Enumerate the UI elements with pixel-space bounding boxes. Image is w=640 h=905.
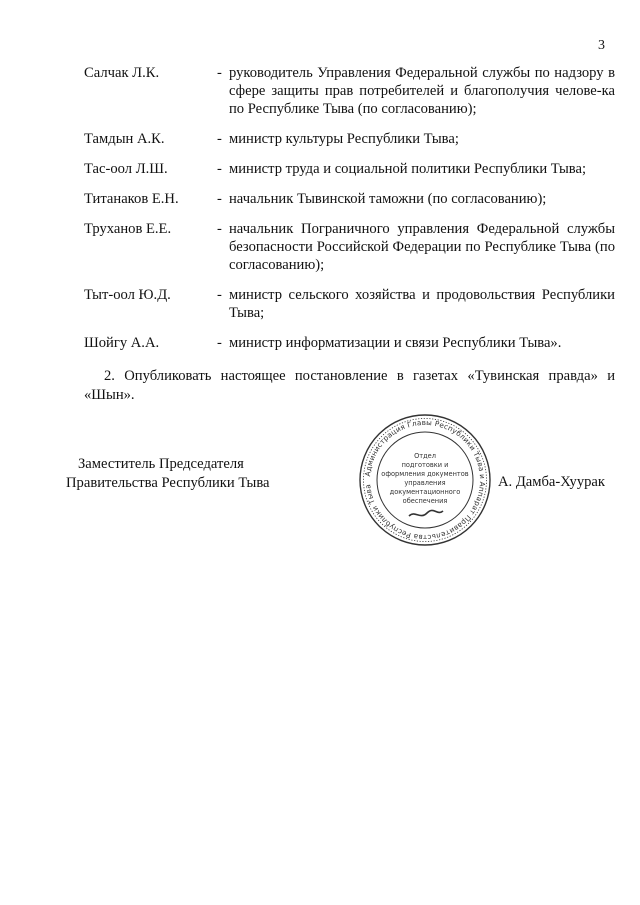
member-dash: -: [217, 131, 222, 147]
member-row: [0, 130, 640, 148]
stamp-seal-icon: [357, 412, 493, 548]
member-description: министр сельского хозяйства и продовольствия Республики Тыва;: [229, 287, 615, 321]
member-dash: -: [217, 191, 222, 207]
member-name: Тамдын А.К.: [84, 131, 165, 147]
member-list: [0, 64, 640, 364]
signatory-title: [66, 455, 270, 493]
member-name: Тыт-оол Ю.Д.: [84, 287, 171, 303]
member-name: Титанаков Е.Н.: [84, 191, 179, 207]
member-name: Салчак Л.К.: [84, 65, 160, 81]
member-row: [0, 334, 640, 352]
stamp-inner-line: Отдел: [414, 452, 436, 460]
member-description: начальник Пограничного управления Федеральной службы безопасности Российской Федерации по Республике Тыва (по согласованию);: [229, 221, 615, 273]
member-row: [0, 286, 640, 322]
member-dash: -: [217, 65, 222, 81]
stamp-inner-line: обеспечения: [402, 497, 448, 505]
member-description: начальник Тывинской таможни (по согласованию);: [229, 191, 547, 207]
stamp-inner-line: оформления документов: [381, 470, 469, 478]
member-description: министр культуры Республики Тыва;: [229, 131, 459, 147]
stamp-inner-line: управления: [404, 479, 446, 487]
member-description: министр информатизации и связи Республики Тыва».: [229, 335, 562, 351]
member-name: Шойгу А.А.: [84, 335, 160, 351]
signatory-name: А. Дамба-Хуурак: [498, 474, 605, 490]
page-number: 3: [598, 38, 605, 53]
member-description: руководитель Управления Федеральной службы по надзору в сфере защиты прав потребителей и благополучия челове-ка по Республике Тыва (по согласованию);: [229, 65, 615, 117]
member-row: [0, 220, 640, 274]
stamp-scribble: [409, 510, 443, 516]
member-description: министр труда и социальной политики Республики Тыва;: [229, 161, 587, 177]
member-row: [0, 160, 640, 178]
member-row: [0, 64, 640, 118]
member-name: Труханов Е.Е.: [84, 221, 172, 237]
member-dash: -: [217, 221, 222, 237]
member-name: Тас-оол Л.Ш.: [84, 161, 168, 177]
stamp-inner-line: документационного: [389, 488, 461, 496]
member-dash: -: [217, 335, 222, 351]
stamp-inner-line: подготовки и: [401, 461, 449, 469]
signatory-title-line1: Заместитель Председателя: [78, 456, 244, 472]
member-dash: -: [217, 287, 222, 303]
publish-paragraph: 2. Опубликовать настоящее постановление в газетах «Тувинская правда» и «Шын».: [84, 368, 615, 403]
member-dash: -: [217, 161, 222, 177]
signatory-title-line2: Правительства Республики Тыва: [66, 475, 270, 491]
official-stamp: [357, 412, 493, 548]
member-row: [0, 190, 640, 208]
stamp-outer-text: Администрация Главы Республики Тыва и Аппарат Правительства Республики Тыва: [363, 417, 488, 543]
